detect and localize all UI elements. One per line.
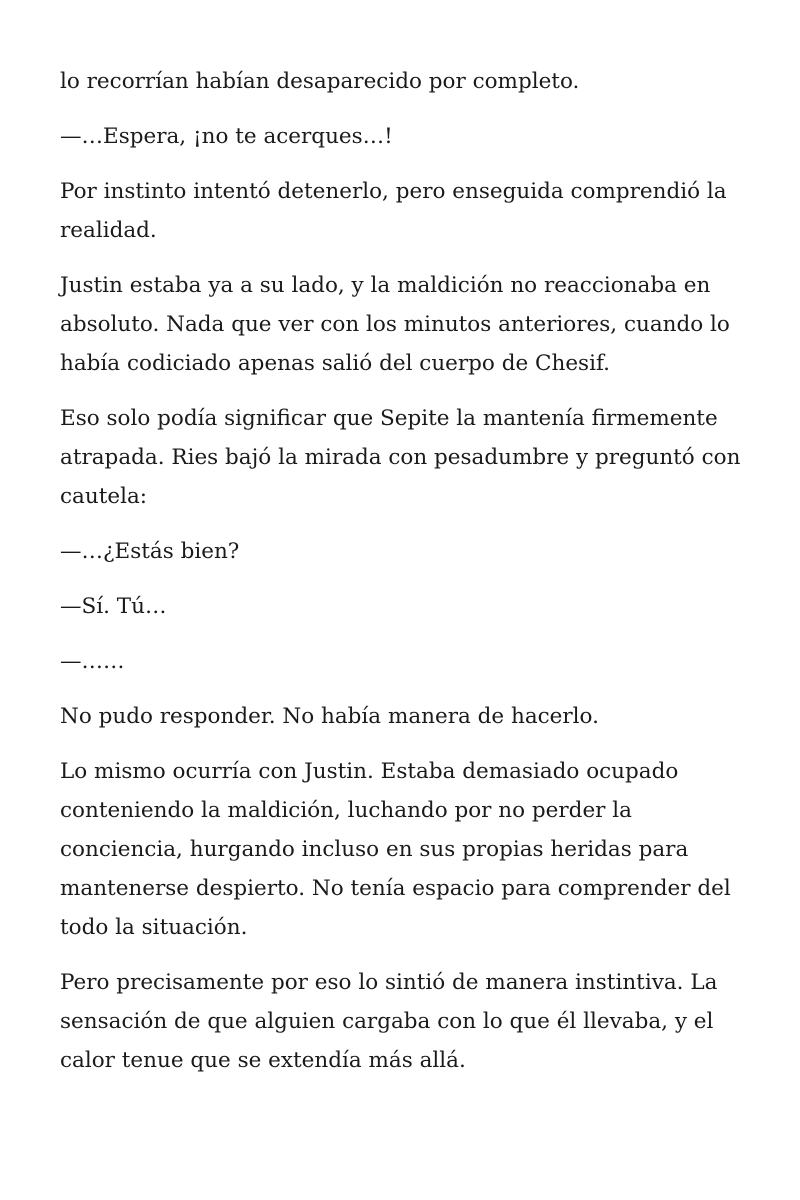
paragraph-9: No pudo responder. No había manera de hacerlo. [60,704,599,729]
paragraph-5: Eso solo podía significar que Sepite la mantenía firmemente atrapada. Ries bajó la mirada con pesadumbre y preguntó con cautela: [60,406,741,509]
paragraph-2: —…Espera, ¡no te acerques…! [60,124,393,149]
paragraph-10: Lo mismo ocurría con Justin. Estaba demasiado ocupado conteniendo la maldición, luchando por no perder la conciencia, hurgando incluso en sus propias heridas para mantenerse despierto. No tenía espacio para comprender del todo la situación. [60,759,731,940]
paragraph-1: lo recorrían habían desaparecido por completo. [60,69,580,94]
document-page [60,62,750,1096]
paragraph-8: —…… [60,649,125,674]
paragraph-11: Pero precisamente por eso lo sintió de manera instintiva. La sensación de que alguien cargaba con lo que él llevaba, y el calor tenue que se extendía más allá. [60,970,718,1073]
paragraph-6: —…¿Estás bien? [60,539,240,564]
paragraph-4: Justin estaba ya a su lado, y la maldición no reaccionaba en absoluto. Nada que ver con los minutos anteriores, cuando lo había codiciado apenas salió del cuerpo de Chesif. [60,273,730,376]
paragraph-3: Por instinto intentó detenerlo, pero enseguida comprendió la realidad. [60,179,727,243]
paragraph-7: —Sí. Tú… [60,594,167,619]
